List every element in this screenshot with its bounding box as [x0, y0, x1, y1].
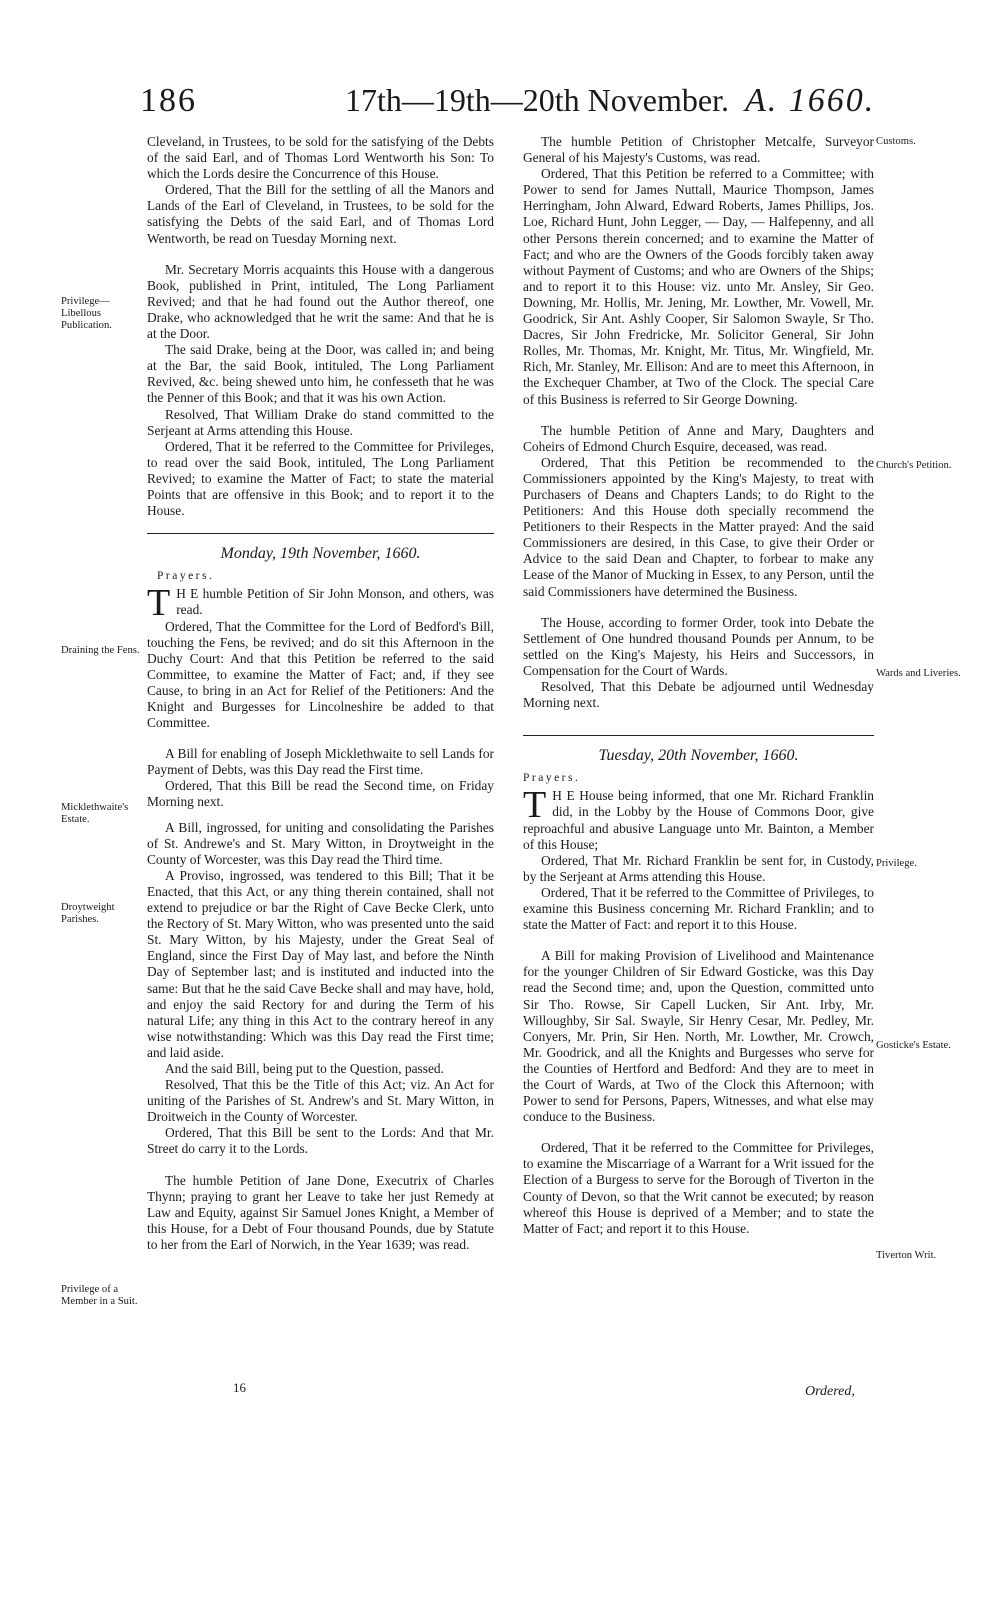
- paragraph: The said Drake, being at the Door, was called in; and being at the Bar, the said Book, intituled, The Long Parliament Revived, &c. being shewed unto him, he confesseth that he was the Penner of this Book; and that it was his own Action.: [147, 342, 494, 406]
- margin-note-privilege: Privilege.: [876, 858, 917, 869]
- paragraph: Resolved, That this be the Title of this Act; viz. An Act for uniting of the Parishes of St. Andrew's and St. Mary Witton, in Droitweich in the County of Worcester.: [147, 1077, 494, 1125]
- paragraph: A Bill for enabling of Joseph Micklethwaite to sell Lands for Payment of Debts, was this Day read the First time.: [147, 746, 494, 778]
- margin-note-member-suit: Privilege of a Member in a Suit.: [61, 1284, 138, 1307]
- paragraph: Ordered, That it be referred to the Committee for Privileges, to examine the Miscarriage of a Warrant for a Writ issued for the Election of a Burgess to serve for the Borough of Tiverton in the County of Devon, so that the Writ cannot be executed; by reason whereof this House is deprived of a Member; and to state the Matter of Fact; and report it to this House.: [523, 1140, 874, 1236]
- paragraph: Resolved, That this Debate be adjourned until Wednesday Morning next.: [523, 679, 874, 711]
- paragraph: T H E humble Petition of Sir John Monson, and others, was read.: [147, 582, 494, 625]
- paragraph: Resolved, That William Drake do stand committed to the Serjeant at Arms attending this House.: [147, 406, 494, 438]
- paragraph: Cleveland, in Trustees, to be sold for the satisfying of the Debts of the said Earl, and of Thomas Lord Wentworth his Son: To which the Lords desire the Concurrence of this House.: [147, 134, 494, 182]
- paragraph: Ordered, That this Bill be read the Second time, on Friday Morning next.: [147, 778, 494, 810]
- paragraph: And the said Bill, being put to the Question, passed.: [165, 1060, 444, 1076]
- margin-note-tiverton: Tiverton Writ.: [876, 1250, 937, 1261]
- page-number: 186: [140, 82, 197, 119]
- margin-note-libellous: Privilege—Libellous Publication.: [61, 296, 112, 331]
- margin-note-customs: Customs.: [876, 136, 916, 147]
- margin-note-gosticke: Gosticke's Estate.: [876, 1040, 951, 1051]
- paragraph: Ordered, That this Petition be recommended to the Commissioners appointed by the King's Majesty, to treat with Purchasers of Deans and Chapters Lands; to do Right to the Petitioners: And this House doth specially recommend the Petitioners to their Respects in the Matter prayed: And the said Commissioners are desired, in this Case, to give their Order or Advice to the said Dean and Chapter, to forbear to make any Lease of the Manor of Mucking in Essex, to any Person, until the said Commissioners have determined the Business.: [523, 454, 874, 599]
- paragraph: The humble Petition of Anne and Mary, Daughters and Coheirs of Edmond Church Esquire, deceased, was read.: [523, 422, 874, 454]
- margin-note-micklethwaite: Micklethwaite's Estate.: [61, 802, 129, 825]
- header-date: 17th—19th—20th November.: [345, 82, 729, 118]
- day-heading: Monday, 19th November, 1660.: [220, 545, 421, 563]
- day-heading: Tuesday, 20th November, 1660.: [598, 747, 799, 765]
- paragraph: A Proviso, ingrossed, was tendered to this Bill; That it be Enacted, that this Act, or any thing therein contained, shall not extend to prejudice or bar the Right of Cave Becke Clerk, unto the Rectory of St. Mary Witton, who was presented unto the said St. Mary Witton, by his Majesty, under the Great Seal of England, since the First Day of May last, and before the Ninth Day of September last; and is instituted and inducted into the same: But that he the said Cave Becke shall and may have, hold, and enjoy the said Rectory for and during the Term of his natural Life; any thing in this Act to the contrary hereof in any wise notwithstanding: Which was this Day read the First time; and laid aside.: [147, 867, 494, 1060]
- paragraph: Ordered, That it be referred to the Committee of Privileges, to examine this Business concerning Mr. Richard Franklin; and to state the Matter of Fact: and report it to this House.: [523, 884, 874, 933]
- margin-note-fens: Draining the Fens.: [61, 645, 140, 656]
- paragraph: Ordered, That Mr. Richard Franklin be sent for, in Custody, by the Serjeant at Arms attending this House.: [523, 852, 874, 884]
- catchword: Ordered,: [805, 1384, 855, 1399]
- paragraph: Ordered, That it be referred to the Committee for Privileges, to read over the said Book, intituled, The Long Parliament Revived; to examine the Matter of Fact; to state the material Points that are offensive in this Book; and to report it to the House.: [147, 438, 494, 519]
- paragraph: Ordered, That the Bill for the settling of all the Manors and Lands of the Earl of Cleveland, in Trustees, to be sold for the satisfying the Debts of the said Earl, and of Thomas Lord Wentworth, be read on Tuesday Morning next.: [147, 182, 494, 246]
- margin-note-wards: Wards and Liveries.: [876, 668, 961, 679]
- section-divider: [523, 735, 874, 736]
- margin-note-church: Church's Petition.: [876, 460, 952, 471]
- paragraph: The House, according to former Order, took into Debate the Settlement of One hundred thousand Pounds per Annum, to be settled on the King's Majesty, his Heirs and Successors, in Compensation for the Court of Wards.: [523, 614, 874, 678]
- right-column: [523, 134, 874, 1237]
- paragraph: The humble Petition of Jane Done, Executrix of Charles Thynn; praying to grant her Leave to take her just Remedy at Law and Equity, against Sir Samuel Jones Knight, a Member of this House, for a Debt of Four thousand Pounds, due by Statute to her from the Earl of Norwich, in the Year 1639; was read.: [147, 1172, 494, 1252]
- paragraph: T H E House being informed, that one Mr. Richard Franklin did, in the Lobby by the House of Commons Door, give reproachful and abusive Language unto Mr. Bainton, a Member of this House;: [523, 784, 874, 852]
- header-year: A. 1660.: [745, 82, 876, 119]
- prayers-heading: Prayers.: [523, 772, 581, 785]
- paragraph: Ordered, That the Committee for the Lord of Bedford's Bill, touching the Fens, be revived; and do sit this Afternoon in the Duchy Court: And that this Petition be referred to the said Committee, to examine the Matter of Fact; and, if they see Cause, to bring in an Act for Relief of the Petitioners: And the Knight and Burgesses for Lincolneshire be added to that Committee.: [147, 618, 494, 731]
- left-column: [147, 134, 494, 1253]
- section-divider: [147, 533, 494, 534]
- signature-mark: 16: [233, 1380, 246, 1395]
- paragraph: A Bill for making Provision of Livelihood and Maintenance for the younger Children of Sir Edward Gosticke, was this Day read the Second time; and, upon the Question, committed unto Sir Tho. Rowse, Sir Capell Lucken, Sir Ant. Irby, Mr. Willoughby, Sir Sal. Swayle, Sir Henry Cesar, Mr. Pedley, Mr. Conyers, Mr. Prin, Sir Hen. North, Mr. Lowther, Mr. Crowch, Mr. Goodrick, and all the Knights and Burgesses who serve for the Counties of Hertford and Bedford: And they are to meet in the Court of Wards, at Two of the Clock this Afternoon; with Power to send for Persons, Papers, Witnesses, and what else may conduce to the Business.: [523, 948, 874, 1125]
- paragraph: The humble Petition of Christopher Metcalfe, Surveyor General of his Majesty's Customs, was read.: [523, 134, 874, 166]
- paragraph: Ordered, That this Bill be sent to the Lords: And that Mr. Street do carry it to the Lords.: [147, 1125, 494, 1157]
- drop-cap: T: [523, 784, 547, 827]
- paragraph: A Bill, ingrossed, for uniting and consolidating the Parishes of St. Andrewe's and St. Mary Witton, in Droytweight in the County of Worcester, was this Day read the Third time.: [147, 819, 494, 867]
- running-header: [0, 82, 992, 132]
- paragraph: Ordered, That this Petition be referred to a Committee; with Power to send for James Nuttall, Maurice Thompson, James Herringham, John Alward, Edward Roberts, James Phillips, Jos. Loe, Richard Hunt, John Legger, — Day, — Halfepenny, and all other Persons therein concerned; and to examine the Matter of Fact; and who are the Owners of the Goods forcibly taken away without Payment of Customs; and who are Owners of the Ships; and to report it to this House: viz. unto Mr. Ansley, Sir Geo. Downing, Mr. Hollis, Mr. Jening, Mr. Lowther, Mr. Vowell, Mr. Goodrick, Sir Ant. Ashly Cooper, Sir Salomon Swayle, Sr Tho. Dacres, Sir John Fredricke, Mr. Solicitor General, Sir John Rolles, Mr. Thomas, Mr. Knight, Mr. Titus, Mr. Wingfield, Mr. Rich, Mr. Stanley, Mr. Ellison: And are to meet this Afternoon, in the Exchequer Chamber, at Two of the Clock. The special Care of this Business is referred to Sir George Downing.: [523, 166, 874, 407]
- margin-note-droytweight: Droytweight Parishes.: [61, 902, 115, 925]
- drop-cap: T: [147, 582, 171, 625]
- prayers-heading: Prayers.: [157, 570, 215, 583]
- paragraph: Mr. Secretary Morris acquaints this House with a dangerous Book, published in Print, intituled, The Long Parliament Revived; and that he had found out the Author thereof, one Drake, who acknowledged that he writ the same: And that he is at the Door.: [147, 261, 494, 342]
